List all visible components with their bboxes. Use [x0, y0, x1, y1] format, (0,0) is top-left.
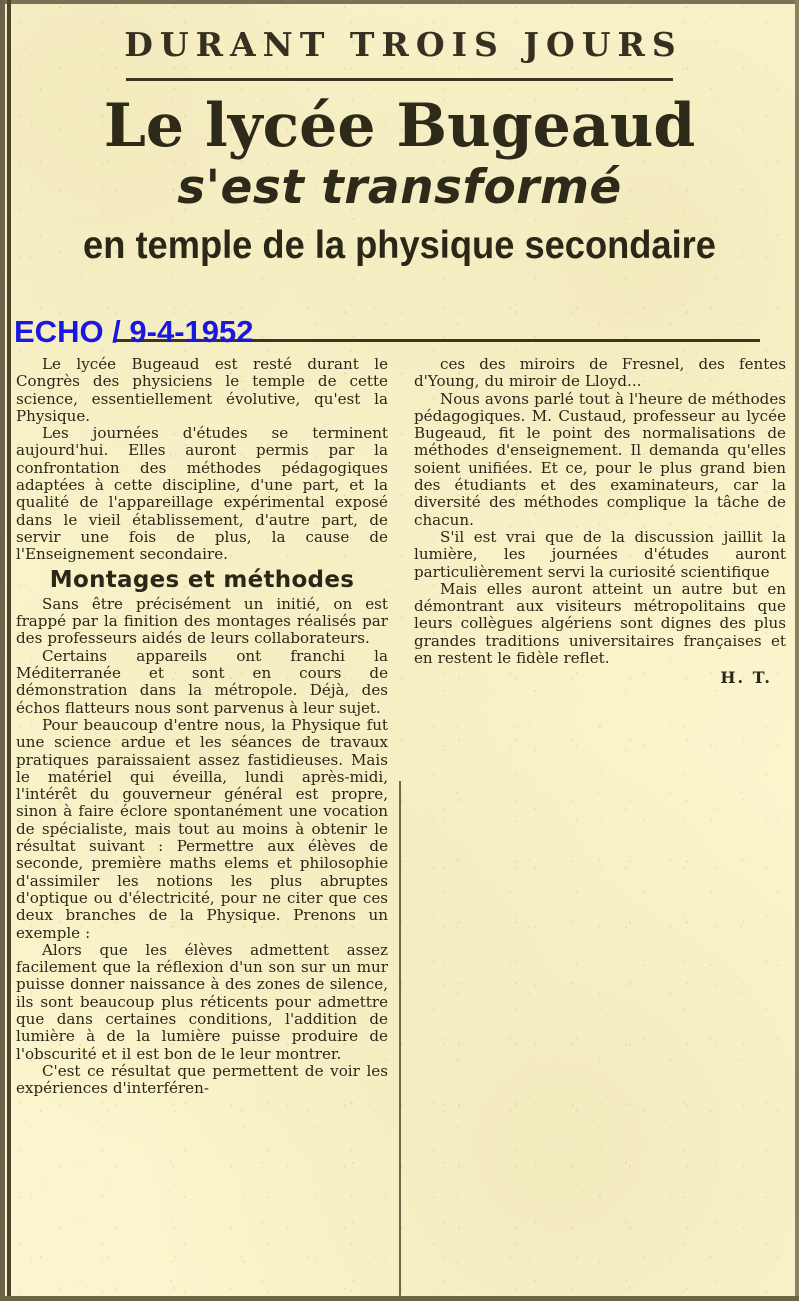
- scan-edge-right: [795, 0, 799, 1301]
- section-subheading: Montages et méthodes: [49, 566, 355, 593]
- left-border-rule: [7, 0, 11, 1301]
- paragraph: Mais elles auront atteint un autre but en démontrant aux visiteurs métropolitains que leurs collègues algériens sont dignes des plus grandes traditions universitaires françaises et en restent le fidèle reflet.: [414, 579, 786, 668]
- clipping-content: [14, 6, 785, 1296]
- article-column-left: [16, 356, 388, 1097]
- scan-edge-left: [0, 0, 5, 1301]
- kicker-headline: DURANT TROIS JOURS: [124, 25, 683, 64]
- article-column-right: [414, 356, 786, 687]
- paragraph: Les journées d'études se terminent aujourd'hui. Elles auront permis par la confrontation des méthodes pédagogiques adaptées à cette discipline, d'une part, et la qualité de l'appareillage expérimental exposé dans le vieil établissement, d'autre part, de servir une fois de plus, la cause de l'Enseignement secondaire.: [16, 424, 388, 564]
- paragraph: Pour beaucoup d'entre nous, la Physique fut une science ardue et les séances de travaux pratiques paraissaient assez fastidieuses. Mais le matériel qui éveilla, lundi après-midi, l'intérêt du gouverneur général est propre, sinon à faire éclore spontanément une vocation de spécialiste, mais tout au moins à obtenir le résultat suivant : Permettre aux élèves de seconde, première maths elems et philosophie d'assimiler les notions les plus abruptes d'optique ou d'électricité, pour ne citer que ces deux branches de la Physique. Prenons un exemple :: [16, 715, 388, 942]
- headline-line-1: Le lycée Bugeaud: [103, 91, 696, 161]
- paragraph: Nous avons parlé tout à l'heure de méthodes pédagogiques. M. Custaud, professeur au lycée Bugeaud, fit le point des normalisations de méthodes d'enseignement. Il demanda qu'elles soient unifiées. Et ce, pour le plus grand bien des étudiants et des examinateurs, car la diversité des méthodes complique la tâche de chacun.: [414, 389, 786, 529]
- headline-rule-top: [126, 78, 673, 81]
- paragraph: Le lycée Bugeaud est resté durant le Congrès des physiciens le temple de cette science, essentiellement évolutive, qu'est la Physique.: [16, 355, 388, 425]
- article-byline: H. T.: [720, 668, 772, 688]
- headline-line-3: en temple de la physique secondaire: [83, 223, 716, 267]
- scan-edge-bottom: [0, 1296, 799, 1301]
- paragraph: Certains appareils ont franchi la Méditerranée et sont en cours de démonstration dans la métropole. Déjà, des échos flatteurs nous sont parvenus à leur sujet.: [16, 646, 388, 717]
- paragraph: S'il est vrai que de la discussion jaillit la lumière, les journées d'études auront particulièrement servi la curiosité scientifique: [414, 527, 786, 581]
- column-divider-rule: [399, 781, 401, 1296]
- archive-date-stamp: ECHO / 9-4-1952: [14, 314, 254, 349]
- paragraph: Sans être précisément un initié, on est frappé par la finition des montages réalisés par des professeurs aidés de leurs collaborateurs.: [16, 594, 388, 648]
- headline-line-2: s'est transformé: [177, 159, 622, 215]
- paragraph: ces des miroirs de Fresnel, des fentes d'Young, du miroir de Lloyd...: [414, 355, 786, 391]
- article-body: [14, 356, 785, 1296]
- scan-edge-top: [0, 0, 799, 4]
- paragraph: C'est ce résultat que permettent de voir les expériences d'interféren-: [16, 1061, 388, 1098]
- paragraph: Alors que les élèves admettent assez facilement que la réflexion d'un son sur un mur puisse donner naissance à des zones de silence, ils sont beaucoup plus réticents pour admettre que dans certaines conditions, l'addition de lumière à de la lumière puisse produire de l'obscurité et il est bon de le leur montrer.: [16, 940, 388, 1063]
